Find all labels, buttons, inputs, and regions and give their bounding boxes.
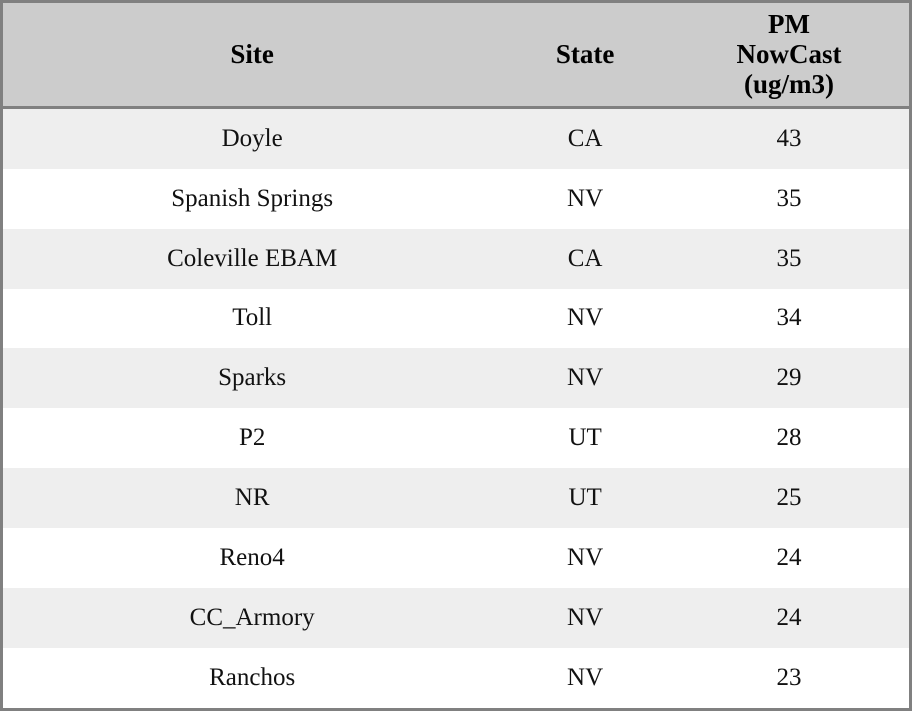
table-row	[3, 107, 909, 168]
cell-site: Reno4	[3, 528, 501, 588]
table-header-row	[3, 3, 909, 107]
cell-site: NR	[3, 468, 501, 528]
table-row	[3, 229, 909, 289]
cell-site: Spanish Springs	[3, 169, 501, 229]
cell-state: NV	[501, 348, 669, 408]
column-header-pm-nowcast-line3: (ug/m3)	[743, 69, 834, 100]
cell-pm-nowcast: 25	[669, 468, 909, 528]
cell-site: Ranchos	[3, 648, 501, 708]
cell-pm-nowcast: 28	[669, 408, 909, 468]
cell-pm-nowcast: 43	[669, 107, 909, 168]
cell-state: UT	[501, 408, 669, 468]
cell-pm-nowcast: 35	[669, 169, 909, 229]
column-header-site: Site	[3, 3, 501, 107]
cell-pm-nowcast: 23	[669, 648, 909, 708]
cell-state: CA	[501, 229, 669, 289]
cell-pm-nowcast: 24	[669, 528, 909, 588]
table-row	[3, 408, 909, 468]
cell-state: NV	[501, 648, 669, 708]
cell-site: Toll	[3, 289, 501, 349]
cell-state: NV	[501, 528, 669, 588]
cell-pm-nowcast: 35	[669, 229, 909, 289]
table-row	[3, 169, 909, 229]
table-body	[3, 107, 909, 708]
table-row	[3, 348, 909, 408]
cell-pm-nowcast: 34	[669, 289, 909, 349]
cell-site: Coleville EBAM	[3, 229, 501, 289]
cell-site: P2	[3, 408, 501, 468]
cell-pm-nowcast: 24	[669, 588, 909, 648]
column-header-pm-nowcast-line1: PM	[767, 9, 810, 39]
table-row	[3, 648, 909, 708]
air-quality-table	[3, 3, 909, 708]
column-header-state: State	[501, 3, 669, 107]
cell-pm-nowcast: 29	[669, 348, 909, 408]
cell-site: CC_Armory	[3, 588, 501, 648]
table-header	[3, 3, 909, 107]
cell-site: Sparks	[3, 348, 501, 408]
cell-state: UT	[501, 468, 669, 528]
table-row	[3, 289, 909, 349]
table-row	[3, 468, 909, 528]
cell-state: CA	[501, 107, 669, 168]
cell-state: NV	[501, 169, 669, 229]
cell-state: NV	[501, 289, 669, 349]
cell-state: NV	[501, 588, 669, 648]
column-header-pm-nowcast	[669, 3, 909, 107]
column-header-pm-nowcast-line2: NowCast	[736, 39, 842, 70]
table-row	[3, 528, 909, 588]
table-row	[3, 588, 909, 648]
cell-site: Doyle	[3, 107, 501, 168]
